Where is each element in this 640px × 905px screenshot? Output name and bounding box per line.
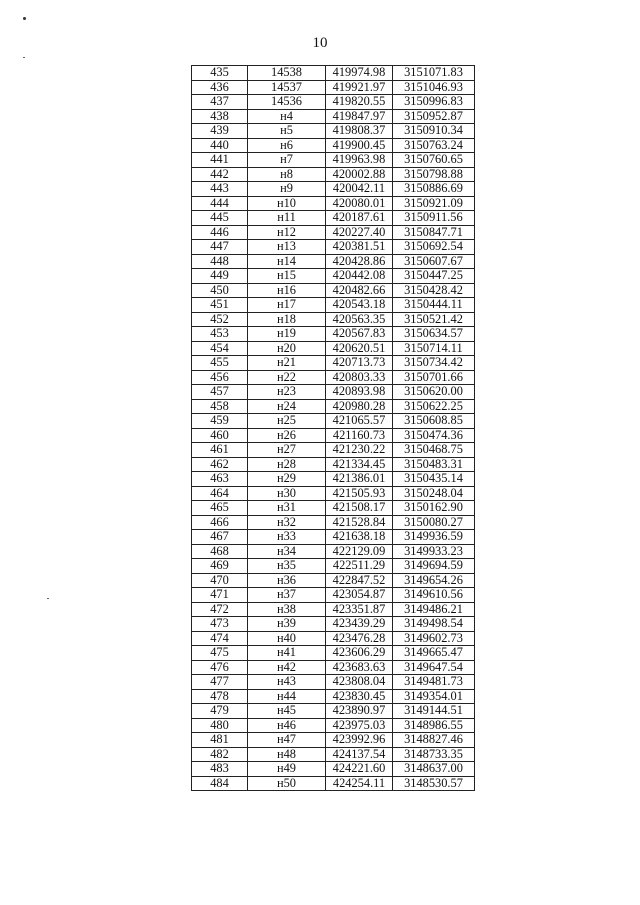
y-coordinate-cell: 3151071.83 [393, 66, 475, 81]
point-id-cell: н37 [248, 588, 326, 603]
y-coordinate-cell: 3148986.55 [393, 718, 475, 733]
row-number-cell: 444 [192, 196, 248, 211]
row-number-cell: 467 [192, 530, 248, 545]
y-coordinate-cell: 3149936.59 [393, 530, 475, 545]
row-number-cell: 478 [192, 689, 248, 704]
table-row [192, 689, 475, 704]
point-id-cell: н11 [248, 211, 326, 226]
x-coordinate-cell: 419808.37 [326, 124, 393, 139]
table-row [192, 153, 475, 168]
row-number-cell: 459 [192, 414, 248, 429]
point-id-cell: н45 [248, 704, 326, 719]
x-coordinate-cell: 422129.09 [326, 544, 393, 559]
table-row [192, 704, 475, 719]
table-row [192, 95, 475, 110]
y-coordinate-cell: 3150483.31 [393, 457, 475, 472]
x-coordinate-cell: 421160.73 [326, 428, 393, 443]
point-id-cell: н9 [248, 182, 326, 197]
y-coordinate-cell: 3150162.90 [393, 501, 475, 516]
point-id-cell: н12 [248, 225, 326, 240]
table-row [192, 341, 475, 356]
point-id-cell: 14537 [248, 80, 326, 95]
table-row [192, 356, 475, 371]
y-coordinate-cell: 3150428.42 [393, 283, 475, 298]
y-coordinate-cell: 3150620.00 [393, 385, 475, 400]
table-row [192, 124, 475, 139]
x-coordinate-cell: 420381.51 [326, 240, 393, 255]
coordinates-table-body [192, 66, 475, 791]
x-coordinate-cell: 423439.29 [326, 617, 393, 632]
table-row [192, 544, 475, 559]
x-coordinate-cell: 419974.98 [326, 66, 393, 81]
page-number: 10 [312, 35, 328, 51]
x-coordinate-cell: 421386.01 [326, 472, 393, 487]
table-row [192, 196, 475, 211]
point-id-cell: н30 [248, 486, 326, 501]
point-id-cell: н33 [248, 530, 326, 545]
point-id-cell: н40 [248, 631, 326, 646]
y-coordinate-cell: 3150521.42 [393, 312, 475, 327]
y-coordinate-cell: 3150447.25 [393, 269, 475, 284]
point-id-cell: н24 [248, 399, 326, 414]
point-id-cell: н41 [248, 646, 326, 661]
row-number-cell: 449 [192, 269, 248, 284]
y-coordinate-cell: 3149694.59 [393, 559, 475, 574]
y-coordinate-cell: 3150248.04 [393, 486, 475, 501]
x-coordinate-cell: 423054.87 [326, 588, 393, 603]
y-coordinate-cell: 3150468.75 [393, 443, 475, 458]
table-row [192, 80, 475, 95]
x-coordinate-cell: 423606.29 [326, 646, 393, 661]
y-coordinate-cell: 3150910.34 [393, 124, 475, 139]
y-coordinate-cell: 3150080.27 [393, 515, 475, 530]
table-row [192, 312, 475, 327]
y-coordinate-cell: 3149354.01 [393, 689, 475, 704]
table-row [192, 646, 475, 661]
x-coordinate-cell: 420543.18 [326, 298, 393, 313]
point-id-cell: н48 [248, 747, 326, 762]
point-id-cell: н16 [248, 283, 326, 298]
x-coordinate-cell: 424254.11 [326, 776, 393, 791]
table-row [192, 631, 475, 646]
y-coordinate-cell: 3150444.11 [393, 298, 475, 313]
row-number-cell: 473 [192, 617, 248, 632]
scan-speck [47, 598, 49, 599]
y-coordinate-cell: 3150921.09 [393, 196, 475, 211]
y-coordinate-cell: 3150714.11 [393, 341, 475, 356]
x-coordinate-cell: 422847.52 [326, 573, 393, 588]
y-coordinate-cell: 3150474.36 [393, 428, 475, 443]
coordinates-table [191, 65, 475, 791]
table-row [192, 428, 475, 443]
x-coordinate-cell: 420620.51 [326, 341, 393, 356]
point-id-cell: н17 [248, 298, 326, 313]
point-id-cell: 14536 [248, 95, 326, 110]
point-id-cell: н32 [248, 515, 326, 530]
y-coordinate-cell: 3149933.23 [393, 544, 475, 559]
point-id-cell: н21 [248, 356, 326, 371]
row-number-cell: 450 [192, 283, 248, 298]
x-coordinate-cell: 423890.97 [326, 704, 393, 719]
table-row [192, 762, 475, 777]
x-coordinate-cell: 421334.45 [326, 457, 393, 472]
row-number-cell: 443 [192, 182, 248, 197]
point-id-cell: н47 [248, 733, 326, 748]
row-number-cell: 452 [192, 312, 248, 327]
point-id-cell: н19 [248, 327, 326, 342]
y-coordinate-cell: 3150847.71 [393, 225, 475, 240]
row-number-cell: 441 [192, 153, 248, 168]
table-row [192, 167, 475, 182]
x-coordinate-cell: 420980.28 [326, 399, 393, 414]
point-id-cell: н25 [248, 414, 326, 429]
y-coordinate-cell: 3150701.66 [393, 370, 475, 385]
y-coordinate-cell: 3148733.35 [393, 747, 475, 762]
point-id-cell: н36 [248, 573, 326, 588]
table-row [192, 660, 475, 675]
x-coordinate-cell: 420567.83 [326, 327, 393, 342]
row-number-cell: 469 [192, 559, 248, 574]
table-row [192, 225, 475, 240]
table-row [192, 559, 475, 574]
x-coordinate-cell: 424221.60 [326, 762, 393, 777]
table-row [192, 747, 475, 762]
table-row [192, 472, 475, 487]
y-coordinate-cell: 3149602.73 [393, 631, 475, 646]
table-row [192, 327, 475, 342]
y-coordinate-cell: 3148530.57 [393, 776, 475, 791]
table-row [192, 501, 475, 516]
point-id-cell: н39 [248, 617, 326, 632]
x-coordinate-cell: 420042.11 [326, 182, 393, 197]
scan-speck [23, 17, 26, 20]
x-coordinate-cell: 423992.96 [326, 733, 393, 748]
y-coordinate-cell: 3150435.14 [393, 472, 475, 487]
x-coordinate-cell: 423975.03 [326, 718, 393, 733]
table-row [192, 718, 475, 733]
table-row [192, 617, 475, 632]
x-coordinate-cell: 423476.28 [326, 631, 393, 646]
y-coordinate-cell: 3150734.42 [393, 356, 475, 371]
x-coordinate-cell: 421505.93 [326, 486, 393, 501]
row-number-cell: 461 [192, 443, 248, 458]
row-number-cell: 458 [192, 399, 248, 414]
row-number-cell: 442 [192, 167, 248, 182]
x-coordinate-cell: 419820.55 [326, 95, 393, 110]
y-coordinate-cell: 3150607.67 [393, 254, 475, 269]
point-id-cell: н42 [248, 660, 326, 675]
x-coordinate-cell: 420227.40 [326, 225, 393, 240]
y-coordinate-cell: 3150763.24 [393, 138, 475, 153]
table-row [192, 588, 475, 603]
row-number-cell: 477 [192, 675, 248, 690]
y-coordinate-cell: 3149144.51 [393, 704, 475, 719]
x-coordinate-cell: 420803.33 [326, 370, 393, 385]
row-number-cell: 435 [192, 66, 248, 81]
x-coordinate-cell: 420442.08 [326, 269, 393, 284]
point-id-cell: н22 [248, 370, 326, 385]
y-coordinate-cell: 3150608.85 [393, 414, 475, 429]
point-id-cell: н26 [248, 428, 326, 443]
row-number-cell: 446 [192, 225, 248, 240]
y-coordinate-cell: 3149647.54 [393, 660, 475, 675]
table-row [192, 602, 475, 617]
row-number-cell: 457 [192, 385, 248, 400]
y-coordinate-cell: 3151046.93 [393, 80, 475, 95]
row-number-cell: 476 [192, 660, 248, 675]
point-id-cell: н46 [248, 718, 326, 733]
x-coordinate-cell: 420187.61 [326, 211, 393, 226]
table-row [192, 457, 475, 472]
point-id-cell: н20 [248, 341, 326, 356]
x-coordinate-cell: 420713.73 [326, 356, 393, 371]
table-row [192, 240, 475, 255]
table-row [192, 776, 475, 791]
table-row [192, 515, 475, 530]
y-coordinate-cell: 3150692.54 [393, 240, 475, 255]
y-coordinate-cell: 3150798.88 [393, 167, 475, 182]
point-id-cell: н29 [248, 472, 326, 487]
x-coordinate-cell: 420482.66 [326, 283, 393, 298]
x-coordinate-cell: 419963.98 [326, 153, 393, 168]
row-number-cell: 475 [192, 646, 248, 661]
row-number-cell: 465 [192, 501, 248, 516]
table-row [192, 182, 475, 197]
point-id-cell: н34 [248, 544, 326, 559]
y-coordinate-cell: 3149481.73 [393, 675, 475, 690]
row-number-cell: 448 [192, 254, 248, 269]
row-number-cell: 480 [192, 718, 248, 733]
x-coordinate-cell: 420563.35 [326, 312, 393, 327]
x-coordinate-cell: 423830.45 [326, 689, 393, 704]
y-coordinate-cell: 3148827.46 [393, 733, 475, 748]
point-id-cell: н23 [248, 385, 326, 400]
row-number-cell: 440 [192, 138, 248, 153]
x-coordinate-cell: 421638.18 [326, 530, 393, 545]
point-id-cell: н38 [248, 602, 326, 617]
y-coordinate-cell: 3149654.26 [393, 573, 475, 588]
row-number-cell: 455 [192, 356, 248, 371]
point-id-cell: н28 [248, 457, 326, 472]
x-coordinate-cell: 421065.57 [326, 414, 393, 429]
x-coordinate-cell: 419847.97 [326, 109, 393, 124]
point-id-cell: н35 [248, 559, 326, 574]
y-coordinate-cell: 3150760.65 [393, 153, 475, 168]
table-row [192, 399, 475, 414]
x-coordinate-cell: 420428.86 [326, 254, 393, 269]
x-coordinate-cell: 423683.63 [326, 660, 393, 675]
y-coordinate-cell: 3149610.56 [393, 588, 475, 603]
y-coordinate-cell: 3149665.47 [393, 646, 475, 661]
table-row [192, 269, 475, 284]
point-id-cell: н7 [248, 153, 326, 168]
row-number-cell: 451 [192, 298, 248, 313]
x-coordinate-cell: 421230.22 [326, 443, 393, 458]
row-number-cell: 456 [192, 370, 248, 385]
point-id-cell: н6 [248, 138, 326, 153]
point-id-cell: н43 [248, 675, 326, 690]
y-coordinate-cell: 3150952.87 [393, 109, 475, 124]
point-id-cell: н49 [248, 762, 326, 777]
point-id-cell: н4 [248, 109, 326, 124]
table-row [192, 675, 475, 690]
point-id-cell: н15 [248, 269, 326, 284]
x-coordinate-cell: 419921.97 [326, 80, 393, 95]
row-number-cell: 471 [192, 588, 248, 603]
point-id-cell: н13 [248, 240, 326, 255]
row-number-cell: 466 [192, 515, 248, 530]
scan-speck [23, 57, 25, 58]
row-number-cell: 462 [192, 457, 248, 472]
table-row [192, 443, 475, 458]
point-id-cell: н31 [248, 501, 326, 516]
y-coordinate-cell: 3150634.57 [393, 327, 475, 342]
row-number-cell: 472 [192, 602, 248, 617]
y-coordinate-cell: 3150911.56 [393, 211, 475, 226]
row-number-cell: 438 [192, 109, 248, 124]
point-id-cell: н18 [248, 312, 326, 327]
row-number-cell: 439 [192, 124, 248, 139]
point-id-cell: н50 [248, 776, 326, 791]
x-coordinate-cell: 421508.17 [326, 501, 393, 516]
y-coordinate-cell: 3150622.25 [393, 399, 475, 414]
table-row [192, 109, 475, 124]
row-number-cell: 436 [192, 80, 248, 95]
x-coordinate-cell: 421528.84 [326, 515, 393, 530]
x-coordinate-cell: 420080.01 [326, 196, 393, 211]
x-coordinate-cell: 420002.88 [326, 167, 393, 182]
row-number-cell: 464 [192, 486, 248, 501]
table-row [192, 385, 475, 400]
y-coordinate-cell: 3149498.54 [393, 617, 475, 632]
row-number-cell: 482 [192, 747, 248, 762]
row-number-cell: 463 [192, 472, 248, 487]
point-id-cell: н5 [248, 124, 326, 139]
point-id-cell: н14 [248, 254, 326, 269]
point-id-cell: н8 [248, 167, 326, 182]
table-row [192, 138, 475, 153]
table-row [192, 254, 475, 269]
table-row [192, 283, 475, 298]
row-number-cell: 453 [192, 327, 248, 342]
row-number-cell: 470 [192, 573, 248, 588]
table-row [192, 733, 475, 748]
y-coordinate-cell: 3150886.69 [393, 182, 475, 197]
row-number-cell: 479 [192, 704, 248, 719]
row-number-cell: 484 [192, 776, 248, 791]
point-id-cell: н10 [248, 196, 326, 211]
point-id-cell: н27 [248, 443, 326, 458]
row-number-cell: 447 [192, 240, 248, 255]
row-number-cell: 474 [192, 631, 248, 646]
x-coordinate-cell: 419900.45 [326, 138, 393, 153]
table-row [192, 298, 475, 313]
table-row [192, 530, 475, 545]
y-coordinate-cell: 3149486.21 [393, 602, 475, 617]
table-row [192, 573, 475, 588]
row-number-cell: 468 [192, 544, 248, 559]
row-number-cell: 454 [192, 341, 248, 356]
y-coordinate-cell: 3148637.00 [393, 762, 475, 777]
point-id-cell: 14538 [248, 66, 326, 81]
table-row [192, 486, 475, 501]
table-row [192, 211, 475, 226]
x-coordinate-cell: 420893.98 [326, 385, 393, 400]
table-row [192, 370, 475, 385]
row-number-cell: 460 [192, 428, 248, 443]
point-id-cell: н44 [248, 689, 326, 704]
table-row [192, 66, 475, 81]
table-row [192, 414, 475, 429]
x-coordinate-cell: 423351.87 [326, 602, 393, 617]
x-coordinate-cell: 422511.29 [326, 559, 393, 574]
row-number-cell: 483 [192, 762, 248, 777]
x-coordinate-cell: 423808.04 [326, 675, 393, 690]
x-coordinate-cell: 424137.54 [326, 747, 393, 762]
row-number-cell: 445 [192, 211, 248, 226]
row-number-cell: 481 [192, 733, 248, 748]
y-coordinate-cell: 3150996.83 [393, 95, 475, 110]
row-number-cell: 437 [192, 95, 248, 110]
